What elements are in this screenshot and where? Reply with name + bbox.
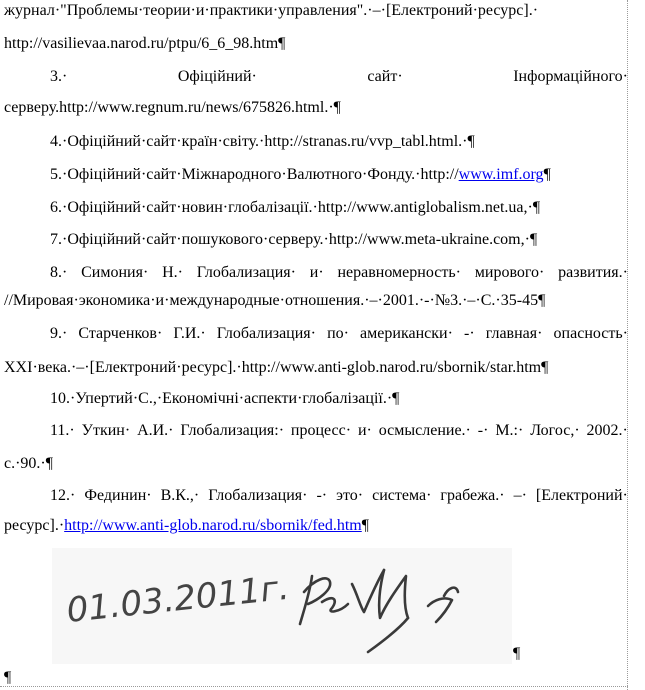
paragraph-mark: ¶ [361, 517, 369, 534]
reference-7: 7.·Офіційний·сайт·пошукового·серверу.·http://www.meta-ukraine.com,·¶ [50, 231, 538, 248]
word: и· [357, 422, 372, 439]
signature-date: 01.03.2011г. [64, 567, 292, 631]
reference-text: 5.·Офіційний·сайт·Міжнародного·Валютного·Фонду.·http:// [50, 166, 459, 183]
end-paragraph-mark: ¶ [4, 669, 12, 686]
imf-link[interactable]: www.imf.org [458, 166, 544, 183]
word: грабежа.· [440, 487, 505, 504]
paragraph-mark: ¶ [513, 645, 521, 662]
reference-5 [4, 164, 628, 186]
text-line [4, 515, 628, 537]
word: -· [463, 325, 475, 342]
word: А.И.· [137, 422, 174, 439]
text-line: XXI·века.·–·[Електроний·ресурс].·http://www.anti-glob.narod.ru/sbornik/star.htm¶ [4, 359, 549, 376]
text-line: журнал·"Проблемы·теории·и·практики·управления".·–·[Електроний·ресурс].· [4, 2, 539, 19]
reference-12 [4, 485, 628, 507]
word: система· [372, 487, 432, 504]
word: Глобализация:· [180, 422, 285, 439]
reference-8 [4, 262, 628, 284]
word: 12.· [50, 487, 76, 504]
word: опасность· [553, 325, 628, 342]
reference-6: 6.·Офіційний·сайт·новин·глобалізації.·http://www.antiglobalism.net.ua,·¶ [50, 199, 541, 216]
word: 8.· [50, 264, 68, 281]
reference-3 [4, 66, 628, 88]
handwritten-signature [52, 548, 512, 664]
word: 9.· [50, 325, 68, 342]
word: развития.· [558, 264, 628, 281]
word: неравномерность· [337, 264, 461, 281]
word: 3.· [50, 68, 68, 85]
signature-scribble [300, 570, 458, 652]
word: Офіційний· [177, 68, 257, 85]
word: [Електроний· [535, 487, 628, 504]
word: Глобализация· [216, 325, 316, 342]
reference-4: 4.·Офіційний·сайт·країн·світу.·http://stranas.ru/vvp_tabl.html.·¶ [50, 133, 475, 150]
word: Старченков· [78, 325, 163, 342]
word: –· [513, 487, 527, 504]
word: мирового· [474, 264, 545, 281]
word: это· [336, 487, 364, 504]
word: осмысление.· [378, 422, 471, 439]
word: В.К.,· [160, 487, 200, 504]
word: Фединин· [84, 487, 152, 504]
word: Глобализация· [196, 264, 296, 281]
word: 2002.· [586, 422, 628, 439]
word: -· [477, 422, 489, 439]
word: Г.И.· [173, 325, 206, 342]
word: и· [309, 264, 324, 281]
word: процесс· [290, 422, 352, 439]
word: Інформаційного· [513, 68, 628, 85]
word: М.:· [495, 422, 524, 439]
word: Глобализация· [208, 487, 308, 504]
word: по· [327, 325, 349, 342]
paragraph-mark: ¶ [543, 166, 551, 183]
text-line: http://vasilievaa.narod.ru/ptpu/6_6_98.htm¶ [4, 35, 286, 52]
bottom-margin-guide [0, 686, 628, 687]
word: Н.· [162, 264, 183, 281]
text-line: с.·90.·¶ [4, 455, 54, 472]
fed-link[interactable]: http://www.anti-glob.narod.ru/sbornik/fed.htm [64, 517, 362, 534]
word: сайт· [367, 68, 403, 85]
reference-11 [4, 420, 628, 442]
word: Уткин· [81, 422, 131, 439]
reference-10: 10.·Упертий·С.,·Економічні·аспекти·глобалізації.·¶ [50, 390, 400, 407]
word: 11.· [50, 422, 75, 439]
reference-9 [4, 323, 628, 345]
word: -· [316, 487, 328, 504]
text-line: серверу.http://www.regnum.ru/news/675826.html.·¶ [4, 99, 341, 116]
signature-image [52, 548, 521, 664]
word: Симония· [81, 264, 149, 281]
word: американски· [360, 325, 453, 342]
text-line: //Мировая·экономика·и·международные·отношения.·–·2001.·-·№3.·–·С.·35-45¶ [4, 292, 546, 309]
word: главная· [485, 325, 543, 342]
word: Логос,· [530, 422, 580, 439]
reference-text: ресурс].· [4, 517, 65, 534]
